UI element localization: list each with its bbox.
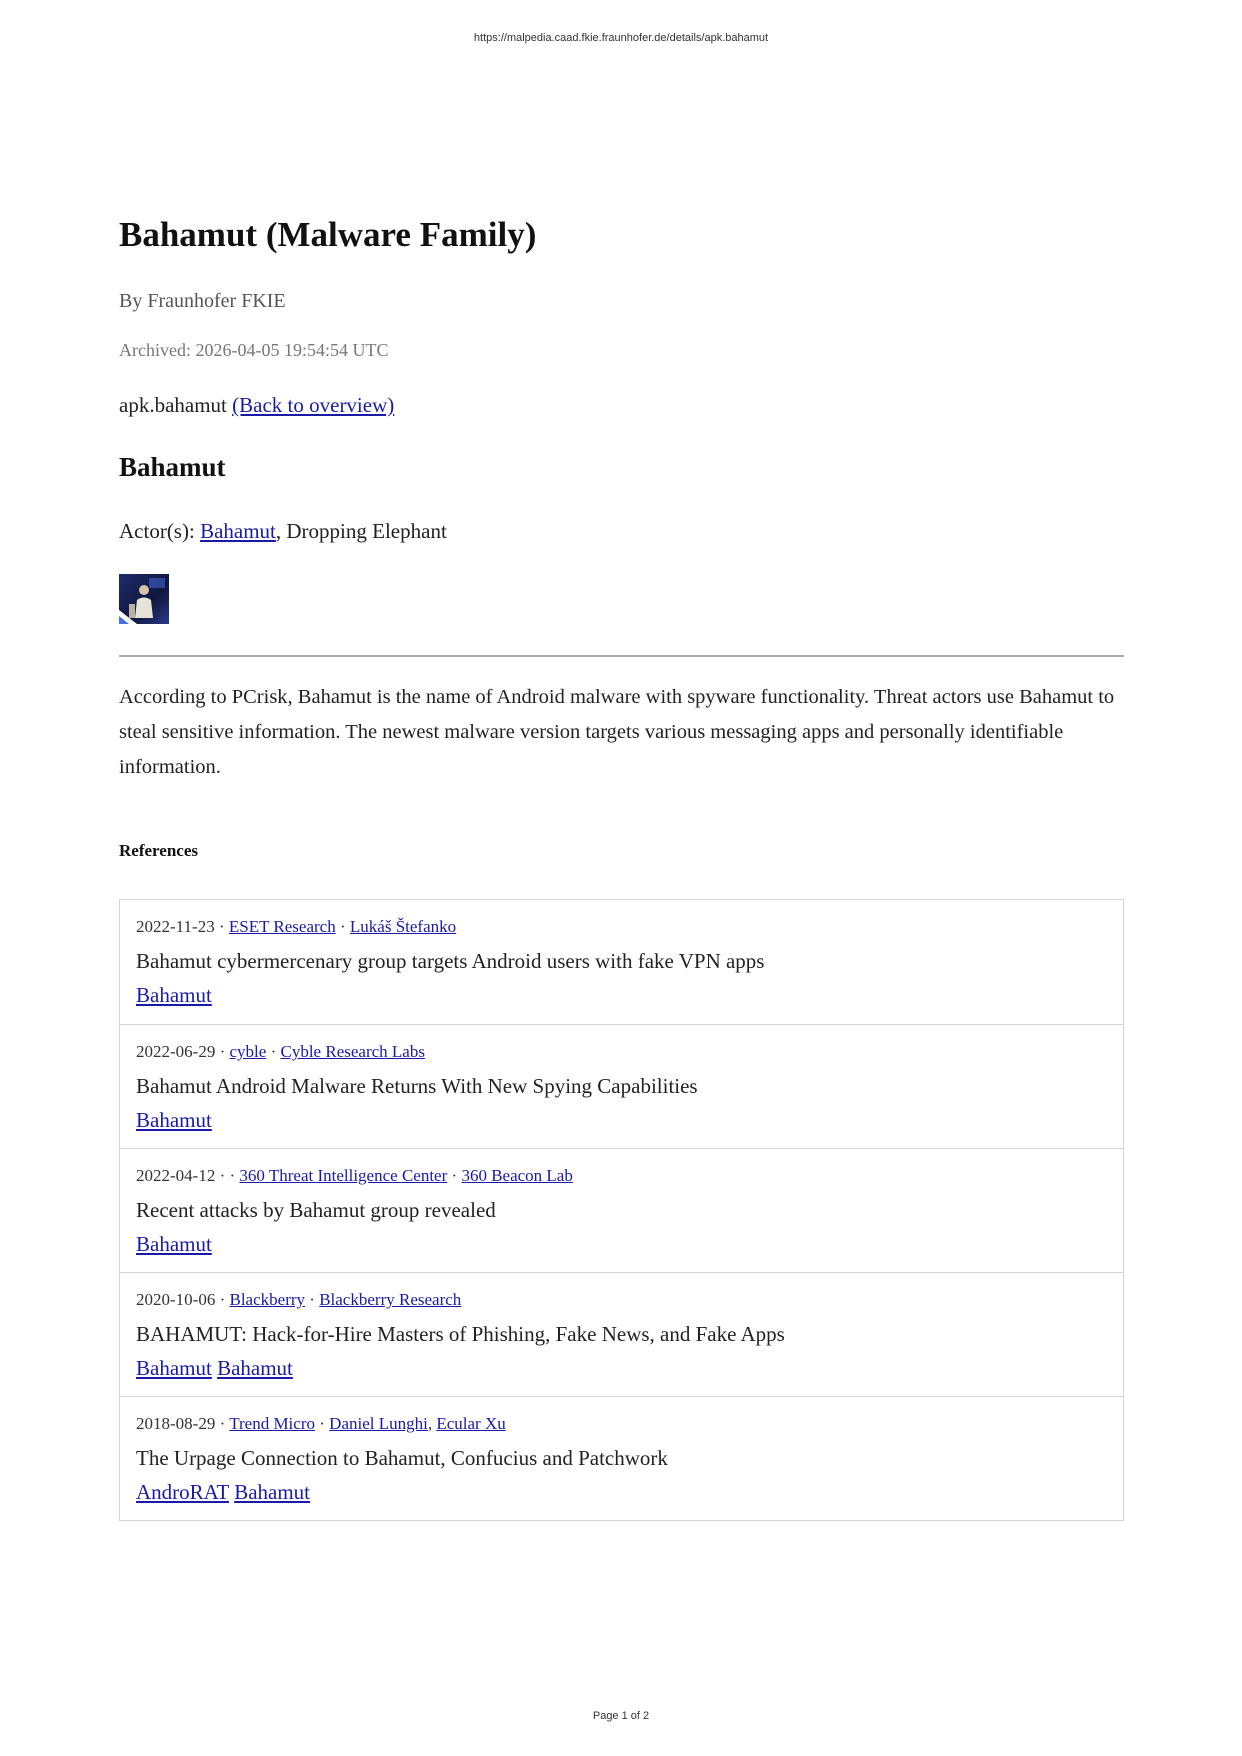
actor-link-bahamut[interactable]: Bahamut [200,519,276,543]
references-list [119,899,1124,1521]
meta-separator: · [270,1042,277,1061]
reference-author-link[interactable]: Daniel Lunghi [329,1414,428,1433]
meta-separator: · · [219,1166,236,1185]
reference-item [120,1024,1123,1148]
reference-author-link[interactable]: 360 Beacon Lab [461,1166,573,1185]
reference-author-link[interactable]: Lukáš Štefanko [349,917,457,936]
reference-tag-link[interactable]: Bahamut [136,1356,212,1380]
reference-meta: 2018-08-29 · Trend Micro · Daniel Lunghi, Ecular Xu [136,1414,506,1433]
meta-separator: · [339,917,346,936]
reference-item [120,1148,1123,1272]
reference-author-link[interactable]: Blackberry Research [319,1290,462,1309]
meta-separator: · [218,917,225,936]
reference-title: Bahamut Android Malware Returns With New Spying Capabilities [136,1074,698,1098]
reference-meta [136,1289,1123,1311]
meta-separator: · [219,1290,226,1309]
reference-date: 2022-11-23 [136,917,215,936]
actors-line [119,519,447,544]
meta-separator: · [319,1414,325,1433]
reference-tag-link[interactable]: Bahamut [217,1356,293,1380]
meta-separator: · [219,1414,226,1433]
reference-date: 2020-10-06 [136,1290,216,1309]
reference-date: 2022-04-12 [136,1166,216,1185]
reference-tag-link[interactable]: Bahamut [234,1480,311,1504]
actor-name-dropping-elephant: Dropping Elephant [286,519,447,543]
reference-meta [136,916,1123,938]
actor-separator: , [275,519,282,543]
reference-tag-link[interactable]: Bahamut [136,983,212,1007]
archived-timestamp: Archived: 2026-04-05 19:54:54 UTC [119,340,389,360]
reference-title: The Urpage Connection to Bahamut, Confucius and Patchwork [136,1446,668,1470]
reference-item [120,1396,1123,1520]
reference-meta [136,1041,1123,1063]
meta-separator: · [309,1290,315,1309]
reference-source-link[interactable]: Blackberry [229,1290,306,1309]
back-to-overview-link[interactable]: (Back to overview) [232,393,395,417]
reference-item [120,900,1123,1024]
reference-tags [136,1355,1123,1381]
reference-tag-link[interactable]: Bahamut [136,1232,212,1256]
reference-title: Bahamut cybermercenary group targets Android users with fake VPN apps [136,949,765,973]
reference-date: 2018-08-29 [136,1414,216,1433]
references-heading: References [119,841,198,860]
reference-tags [136,1479,1123,1505]
actor-thumbnail-image [119,574,169,624]
byline: By Fraunhofer FKIE [119,290,286,312]
reference-tag-link[interactable]: Bahamut [136,1108,212,1132]
reference-source-link[interactable]: Trend Micro [229,1414,315,1433]
reference-author-link[interactable]: Cyble Research Labs [280,1042,425,1061]
reference-tags [136,982,1123,1008]
family-description: According to PCrisk, Bahamut is the name of Android malware with spyware functionality. Threat actors use Bahamut to steal sensitive information. The newest malware version targets various messaging apps and personally identifiable information. [119,686,1115,778]
meta-separator: · [219,1042,226,1061]
reference-tag-link[interactable]: AndroRAT [136,1480,229,1504]
page-number-footer: Page 1 of 2 [592,1710,650,1722]
reference-title: BAHAMUT: Hack-for-Hire Masters of Phishing, Fake News, and Fake Apps [136,1322,785,1346]
reference-tags [136,1107,1123,1133]
print-url-header: https://malpedia.caad.fkie.fraunhofer.de/details/apk.bahamut [473,32,769,44]
reference-meta [136,1165,1123,1187]
section-divider [119,655,1124,657]
family-name-heading: Bahamut [119,452,226,482]
actors-label: Actor(s): [119,519,195,543]
reference-author-link[interactable]: Ecular Xu [436,1414,506,1433]
reference-date: 2022-06-29 [136,1042,216,1061]
reference-tags [136,1231,1123,1257]
reference-source-link[interactable]: 360 Threat Intelligence Center [239,1166,448,1185]
reference-source-link[interactable]: cyble [229,1042,267,1061]
breadcrumb [119,393,394,418]
reference-source-link[interactable]: ESET Research [228,917,336,936]
family-id: apk.bahamut [119,393,227,417]
page-title: Bahamut (Malware Family) [119,215,537,254]
meta-separator: · [451,1166,458,1185]
reference-title: Recent attacks by Bahamut group revealed [136,1198,496,1222]
reference-item [120,1272,1123,1396]
